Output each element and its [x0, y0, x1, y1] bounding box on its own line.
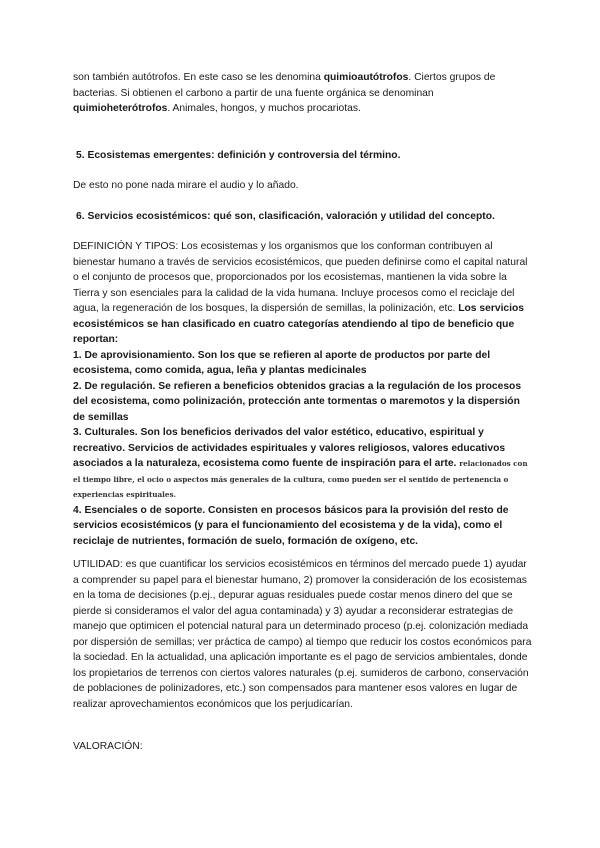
definition-paragraph: [73, 239, 533, 549]
classification-intro: Los servicios ecosistémicos se han clasificado en cuatro categorías atendiendo al tipo de beneficio que reportan:: [73, 303, 525, 345]
category-cultural: 3. Culturales. Son los beneficios derivados del valor estético, educativo, espiritual y recreativo. Servicios de actividades espirituales y valores religiosos, valores educativos asociados a la naturaleza, ecosistema como fuente de inspiración para el arte.: [73, 427, 506, 469]
valoracion-heading: VALORACIÓN:: [73, 741, 143, 752]
intro-paragraph: [73, 70, 533, 117]
utility-paragraph: UTILIDAD: es que cuantificar los servicios ecosistémicos en términos del mercado puede 1) ayudar a comprender su papel para el bienestar humano, 2) promover la consideración de los ecosistemas en la toma de decisiones (p.ej., depurar aguas residuales puede costar menos dinero del que se pierde si consideramos el valor del agua contaminada) y 3) ayudar a reconsiderar estrategias de manejo que optimicen el potencial natural para un determinado proceso (p.ej. colonización mediada por dispersión de semillas; ver práctica de campo) al tiempo que reducir los costos económicos para la sociedad. En la actualidad, una aplicación importante es el pago de servicios ambientales, donde los propietarios de terrenos con ciertos valores naturales (p.ej. sumideros de carbono, conservación de poblaciones de polinizadores, etc.) son compensados para mantener esos valores en lugar de realizar aprovechamientos económicos que los perjudicarían.: [73, 559, 532, 710]
term-quimioautotrofos: quimioautótrofos: [323, 72, 409, 83]
term-quimioheterotrofos: quimioheterótrofos: [73, 103, 168, 114]
intro-text-a: son también autótrofos. En este caso se les denomina: [73, 72, 324, 83]
section-heading-5: 5. Ecosistemas emergentes: definición y controversia del término.: [76, 150, 401, 161]
definition-text: DEFINICIÓN Y TIPOS: Los ecosistemas y los organismos que los conforman contribuyen al bienestar humano a través de servicios ecosistémicos, que pueden definirse como el capital natural o el conjunto de procesos que, proporcionados por los ecosistemas, mantienen la vida sobre la Tierra y son esenciales para la calidad de la vida humana. Incluye procesos como el reciclaje del agua, la regeneración de los bosques, la dispersión de semillas, la polinización, etc.: [73, 241, 528, 314]
category-support: 4. Esenciales o de soporte. Consisten en procesos básicos para la provisión del resto de servicios ecosistémicos (y para el funcionamiento del ecosistema y de la vida), como el reciclaje de nutrientes, formación de suelo, formación de oxígeno, etc.: [73, 504, 509, 547]
intro-text-c: . Ciertos grupos de bacterias. Si obtienen el carbono a partir de una fuente orgánica se denominan: [73, 72, 496, 99]
intro-text-e: . Animales, hongos, y muchos procariotas.: [167, 103, 361, 114]
category-provisioning: 1. De aprovisionamiento. Son los que se refieren al aporte de productos por parte del ecosistema, como comida, agua, leña y plantas medicinales: [73, 349, 491, 376]
category-cultural-extra: relacionados con el tiempo libre, el ocio o aspectos más generales de la cultura, como pueden ser el sentido de pertenencia o experiencias espirituales.: [73, 459, 528, 499]
section-heading-6: 6. Servicios ecosistémicos: qué son, clasificación, valoración y utilidad del concepto.: [76, 211, 495, 222]
note-paragraph: De esto no pone nada mirare el audio y lo añado.: [73, 180, 299, 191]
category-regulation: 2. De regulación. Se refieren a beneficios obtenidos gracias a la regulación de los procesos del ecosistema, como polinización, protección ante tormentas o maremotos y la dispersión de semillas: [73, 380, 522, 423]
